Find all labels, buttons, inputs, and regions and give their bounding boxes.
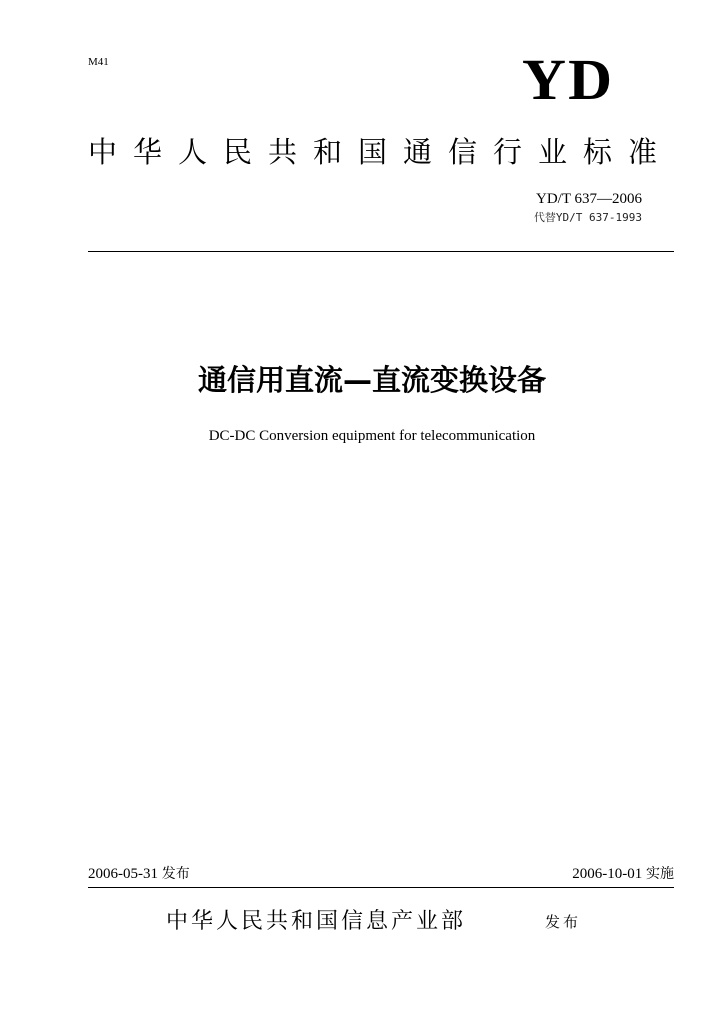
industry-standard-title: 中华人民共和国通信行业标准 (88, 135, 674, 169)
implementation-date-line (454, 864, 674, 884)
publisher-name: 中华人民共和国信息产业部 (166, 909, 467, 934)
implementation-label: 实施 (646, 866, 674, 882)
document-title-chinese: 通信用直流—直流变换设备 (197, 363, 546, 397)
standard-logo: YD (522, 47, 615, 112)
footer-divider (88, 887, 674, 888)
issue-label: 发布 (161, 866, 190, 882)
document-title-english: DC-DC Conversion equipment for telecommunication (208, 428, 536, 444)
standard-number: YD/T 637—2006 (536, 191, 642, 207)
publish-label: 发布 (545, 913, 582, 931)
replaces-standard: 代替YD/T 637-1993 (533, 211, 642, 224)
classification-code: M41 (88, 56, 109, 68)
implementation-date: 2006-10-01 (572, 866, 643, 882)
issue-date: 2006-05-31 (88, 866, 158, 882)
header-divider (88, 251, 674, 252)
issue-date-line (88, 864, 190, 884)
